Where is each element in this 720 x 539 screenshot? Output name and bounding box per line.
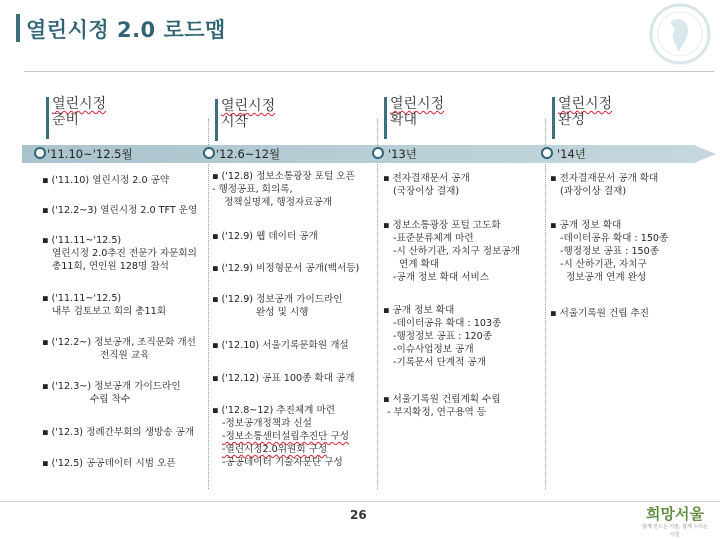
list-item [212,262,359,275]
column-header-stage: 완성 [558,112,586,128]
item-line: 열린시정 2.0추진 전문가 자문회의 [52,248,197,259]
item-line: ▪ ('12.8) 정보소통광장 포털 오픈 [212,171,355,182]
item-line: 정책실명제, 행정자료공개 [224,197,333,208]
header-accent-bar [215,99,218,141]
list-item [383,393,501,419]
item-line: 내부 검토보고 회의 총11회 [52,306,167,317]
item-line: -이슈사업정보 공개 [393,344,474,355]
column-header-stage: 준비 [52,112,80,128]
item-line: - 행정공표, 회의록, [212,184,293,195]
item-line: -정보공개정책과 신설 [222,418,312,429]
item-line: (과장이상 결재) [560,186,627,197]
item-line: ▪ ('12.8~12) 추진체계 마련 [212,405,335,416]
item-line: - 부지확정, 연구용역 등 [387,407,487,418]
column-divider [545,119,546,489]
item-line: ▪ ('11.11~'12.5) [42,235,122,246]
brand-tagline: 함께 만드는 서울, 함께 누리는 서울 [642,524,708,538]
list-item [212,293,343,319]
item-line: -데이터공유 확대 : 103종 [393,318,502,329]
item-line: 전직원 교육 [100,350,150,361]
list-item [212,230,318,243]
item-line: ▪ ('11.10) 열린시정 2.0 공약 [42,175,170,186]
list-item [42,174,169,187]
column-header-expand [390,96,444,128]
timeline-marker [203,147,215,159]
item-line: 연계 확대 [399,259,440,270]
item-line: ▪ 서울기록원 건립 추진 [550,308,650,319]
header-accent-bar [384,97,387,139]
column-header-title: 열린시정 [52,96,107,112]
list-item [383,219,520,284]
title-divider [24,71,714,72]
item-line: ▪ ('12.9) 웹 데이터 공개 [212,231,318,242]
list-item [383,304,501,369]
item-line: ▪ ('12.9) 정보공개 가이드라인 [212,294,343,305]
item-line: 완성 및 시행 [256,307,309,318]
list-item [550,307,649,320]
item-line: -시 산하기관, 자치구 [560,259,647,270]
title-accent-bar [16,14,20,42]
brand-wordmark: 희망서울 [646,505,704,523]
column-header-stage: 시작 [221,114,249,130]
item-line: ▪ ('12.10) 서울기록문화원 개설 [212,340,349,351]
list-item [42,380,181,406]
item-line: ▪ 전자결재문서 공개 확대 [550,173,659,184]
item-line: ▪ ('12.5) 공공데이터 시범 오픈 [42,458,176,469]
column-divider [377,119,378,489]
item-line: -표준분류체계 마련 [393,233,474,244]
item-line: -정보소통센터설립추진단 구성 [222,431,349,442]
column-header-prepare [52,96,106,128]
item-line: -시 산하기관, 자치구 정보공개 [393,246,520,257]
item-line: 총11회, 연인원 128명 참석 [52,261,169,272]
item-line: -공개 정보 확대 서비스 [393,272,490,283]
list-item [212,372,355,385]
seoul-emblem-icon [648,2,712,66]
item-line: ▪ 전자결재문서 공개 [383,173,470,184]
column-divider [208,119,209,489]
list-item [212,339,349,352]
column-header-stage: 확대 [390,112,418,128]
item-line: ▪ ('12.9) 비정형문서 공개(백서등) [212,263,360,274]
footer-divider [0,501,720,502]
period-label: '13년 [388,147,417,161]
item-line: ▪ ('12.3~) 정보공개 가이드라인 [42,381,181,392]
list-item [42,234,197,273]
column-header-title: 열린시정 [558,96,613,112]
header-accent-bar [46,97,49,139]
page-title: 열린시정 2.0 로드맵 [26,18,226,42]
item-line: 수립 착수 [90,394,131,405]
item-line: -행정정보 공표 : 120종 [393,331,493,342]
timeline-marker [34,147,46,159]
list-item [42,457,176,470]
list-item [42,292,166,318]
item-line: -열린시정2.0위원회 구성 [222,444,328,455]
list-item [212,404,349,469]
column-header-complete [558,96,612,128]
column-header-title: 열린시정 [221,98,276,114]
item-line: ▪ 공개 정보 확대 [550,220,622,231]
item-line: ▪ 서울기록원 건립계획 수립 [383,394,501,405]
item-line: ▪ 정보소통광장 포털 고도화 [383,220,501,231]
item-line: ▪ ('12.12) 공표 100종 확대 공개 [212,373,355,384]
column-header-title: 열린시정 [390,96,445,112]
item-line: -행정정보 공표 : 150종 [560,246,660,257]
header-accent-bar [552,97,555,139]
list-item [42,426,194,439]
list-item [212,170,355,209]
page-number: 26 [350,508,367,522]
period-label: '11.10~'12.5월 [47,147,133,161]
item-line: ▪ 공개 정보 확대 [383,305,455,316]
item-line: ▪ ('12.3) 정례간부회의 생방송 공개 [42,427,195,438]
timeline-marker [372,147,384,159]
item-line: ▪ ('12.2~3) 열린시정 2.0 TFT 운영 [42,205,198,216]
item-line: ▪ ('11.11~'12.5) [42,293,122,304]
period-label: '12.6~12월 [216,147,281,161]
period-label: '14년 [557,147,586,161]
item-line: 정보공개 연계 완성 [566,272,647,283]
list-item [550,172,658,198]
list-item [550,219,668,284]
list-item [42,204,197,217]
hope-seoul-logo [640,505,710,538]
timeline-marker [541,147,553,159]
item-line: -데이터공유 확대 : 150종 [560,233,669,244]
item-line: (국장이상 결재) [393,186,460,197]
item-line: -기록문서 단계적 공개 [393,357,486,368]
item-line: ▪ ('12.2~) 정보공개, 조직문화 개선 [42,337,196,348]
item-line: -공공데이터 기술자문단 구성 [222,457,343,468]
list-item [383,172,470,198]
list-item [42,336,196,362]
column-header-start [221,98,275,130]
